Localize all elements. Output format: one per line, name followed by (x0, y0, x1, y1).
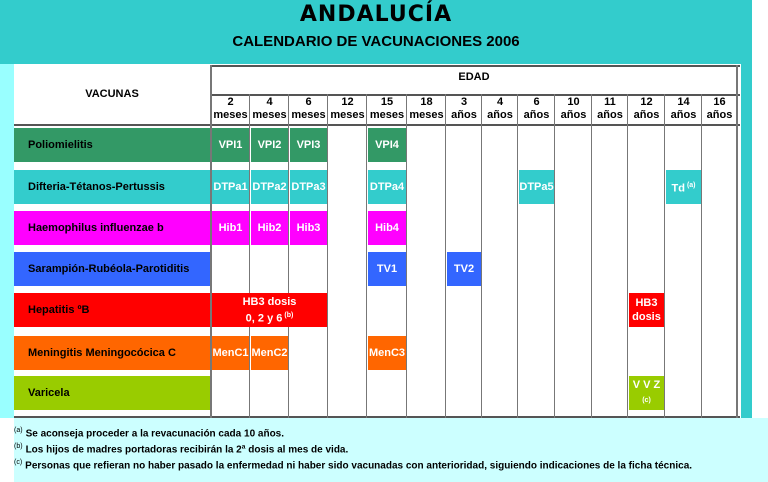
age-column-header (483, 96, 517, 124)
age-unit: años (451, 109, 477, 121)
dose-label (375, 221, 399, 235)
age-column-header (556, 96, 591, 124)
age-unit: años (633, 109, 660, 121)
age-number: 14 (677, 96, 690, 108)
dose-cell (251, 336, 288, 370)
age-unit: meses (330, 109, 365, 121)
dose-text: MenC3 (368, 347, 406, 359)
dose-label (633, 378, 661, 392)
age-unit: meses (291, 109, 326, 121)
dose-label (375, 138, 399, 152)
age-number: 6 (533, 96, 540, 108)
dose-label-line2 (632, 310, 661, 324)
age-number: 4 (266, 96, 273, 108)
age-unit: años (523, 109, 550, 121)
dose-note-mark: (a) (686, 181, 696, 189)
grid-hline (210, 65, 740, 67)
dose-label (212, 346, 248, 360)
dose-text: Hib4 (375, 222, 399, 234)
age-column-header (408, 96, 445, 124)
age-unit: años (706, 109, 733, 121)
dose-text: (c) (642, 397, 651, 404)
dose-cell (368, 128, 406, 162)
dose-label (258, 221, 282, 235)
grid-vline (249, 94, 250, 418)
dose-text: MenC1 (212, 347, 249, 359)
age-unit: años (560, 109, 587, 121)
age-unit: meses (252, 109, 287, 121)
age-unit: meses (409, 109, 444, 121)
dose-label (243, 295, 297, 309)
dose-text: DTPa2 (252, 181, 287, 193)
dose-label (297, 221, 321, 235)
dose-text: Hib1 (218, 222, 243, 234)
age-unit: años (670, 109, 697, 121)
dose-label (369, 346, 405, 360)
dose-cell (212, 336, 249, 370)
dose-label (671, 179, 695, 196)
footnote-text: Personas que refieran no haber pasado la enfermedad ni haber sido vacunadas con anterioridad, siguiendo indicaciones de la ficha técnica. (25, 460, 693, 472)
dose-cell (212, 211, 249, 245)
dose-cell (251, 211, 288, 245)
grid-vline (554, 94, 555, 418)
grid-vline (288, 94, 289, 418)
dose-text: Hib2 (257, 222, 282, 234)
dose-text: DTPa1 (213, 181, 248, 193)
vaccine-label: Haemophilus influenzae b (14, 211, 210, 245)
age-number: 11 (604, 96, 616, 108)
footnote-text: Se aconseja proceder a la revacunación cada 10 años. (25, 428, 285, 440)
age-column-header (329, 96, 366, 124)
right-band (741, 64, 752, 418)
grid-vline (366, 94, 367, 418)
dose-text: VPI2 (257, 139, 282, 151)
age-number: 10 (567, 96, 580, 108)
dose-text: VPI1 (218, 139, 243, 151)
age-number: 15 (380, 96, 394, 108)
age-number: 2 (227, 96, 234, 108)
dose-cell (629, 293, 664, 327)
grid-vline (736, 65, 738, 418)
grid-vline (701, 94, 702, 418)
footnote (14, 427, 284, 439)
dose-cell (212, 293, 327, 327)
footnote-mark: (a) (14, 427, 23, 434)
age-number: 12 (640, 96, 653, 108)
dose-text: DTPa3 (291, 181, 326, 193)
dose-cell (519, 170, 554, 204)
footnote-mark: (b) (14, 443, 23, 450)
vaccine-label: Hepatitis ºB (14, 293, 210, 327)
grid-vline (664, 94, 665, 418)
age-number: 3 (460, 96, 468, 108)
dose-cell (212, 170, 249, 204)
dose-cell (368, 170, 406, 204)
age-number: 6 (305, 96, 312, 108)
grid-vline (406, 94, 407, 418)
age-column-header (290, 96, 327, 124)
dose-label (258, 138, 282, 152)
left-band (0, 64, 14, 418)
dose-label (213, 180, 247, 194)
dose-text: 0, 2 y 6 (245, 312, 283, 325)
dose-text: TV1 (376, 263, 398, 275)
dose-label (252, 180, 286, 194)
dose-text: HB3 (635, 297, 658, 309)
dose-label (519, 180, 553, 194)
age-unit: años (487, 109, 513, 121)
dose-text: MenC2 (251, 347, 288, 359)
dose-text: DTPa4 (369, 181, 405, 193)
dose-cell (290, 128, 327, 162)
dose-label (635, 296, 657, 310)
dose-text: TV2 (453, 263, 475, 275)
dose-cell (290, 211, 327, 245)
dose-text: VPI3 (296, 139, 321, 151)
vaccine-label: Difteria-Tétanos-Pertussis (14, 170, 210, 204)
dose-label-line2 (246, 309, 294, 326)
dose-cell (251, 128, 288, 162)
dose-note-mark: (b) (284, 311, 294, 319)
dose-label (377, 262, 397, 276)
age-column-header (629, 96, 664, 124)
footnote-mark: (c) (14, 459, 23, 466)
dose-label (297, 138, 321, 152)
dose-label (219, 138, 243, 152)
age-column-header (368, 96, 406, 124)
vaccine-label: Sarampión-Rubéola-Parotiditis (14, 252, 210, 286)
vaccines-header: VACUNAS (85, 88, 139, 100)
age-unit: meses (213, 109, 248, 121)
dose-label (291, 180, 325, 194)
age-number: 12 (341, 96, 354, 108)
vaccine-label: Meningitis Meningocócica C (14, 336, 210, 370)
age-column-header (212, 96, 249, 124)
age-column-header (251, 96, 288, 124)
dose-label-line2 (642, 392, 651, 408)
age-number: 16 (713, 96, 726, 108)
age-number: 4 (496, 96, 504, 108)
footnote-text: Los hijos de madres portadoras recibirán la 2ª dosis al mes de vida. (25, 444, 349, 456)
vaccine-label: Varicela (14, 376, 210, 410)
dose-cell (212, 128, 249, 162)
dose-label (219, 221, 243, 235)
footnote (14, 443, 348, 455)
dose-text: HB3 dosis (242, 295, 297, 308)
grid-vline (517, 94, 518, 418)
dose-text: DTPa5 (519, 181, 554, 193)
grid-vline (445, 94, 446, 418)
dose-label (454, 262, 474, 276)
grid-vline (481, 94, 482, 418)
dose-text: Hib3 (296, 222, 321, 234)
dose-text: V V Z (632, 379, 661, 391)
dose-text: Td (671, 182, 685, 195)
age-column-header (447, 96, 481, 124)
age-column-header (703, 96, 736, 124)
age-column-header (593, 96, 627, 124)
footnote (14, 459, 692, 471)
age-number: 18 (420, 96, 433, 108)
dose-cell (666, 170, 701, 204)
age-header: EDAD (458, 71, 490, 83)
dose-cell (290, 170, 327, 204)
dose-cell (447, 252, 481, 286)
age-unit: años (597, 109, 623, 121)
dose-cell (368, 211, 406, 245)
grid-hline (14, 124, 740, 126)
age-column-header (519, 96, 554, 124)
page-subtitle: CALENDARIO DE VACUNACIONES 2006 (232, 33, 520, 50)
dose-cell (368, 336, 406, 370)
dose-label (251, 346, 287, 360)
dose-cell (629, 376, 664, 410)
dose-text: dosis (632, 311, 661, 323)
grid-vline (627, 94, 628, 418)
age-column-header (666, 96, 701, 124)
grid-vline (327, 94, 328, 418)
dose-cell (251, 170, 288, 204)
vaccine-label: Poliomielitis (14, 128, 210, 162)
dose-cell (368, 252, 406, 286)
dose-text: VPI4 (375, 139, 399, 151)
page-title: ANDALUCÍA (299, 2, 453, 27)
grid-vline (591, 94, 592, 418)
dose-label (370, 180, 404, 194)
age-unit: meses (369, 109, 405, 121)
